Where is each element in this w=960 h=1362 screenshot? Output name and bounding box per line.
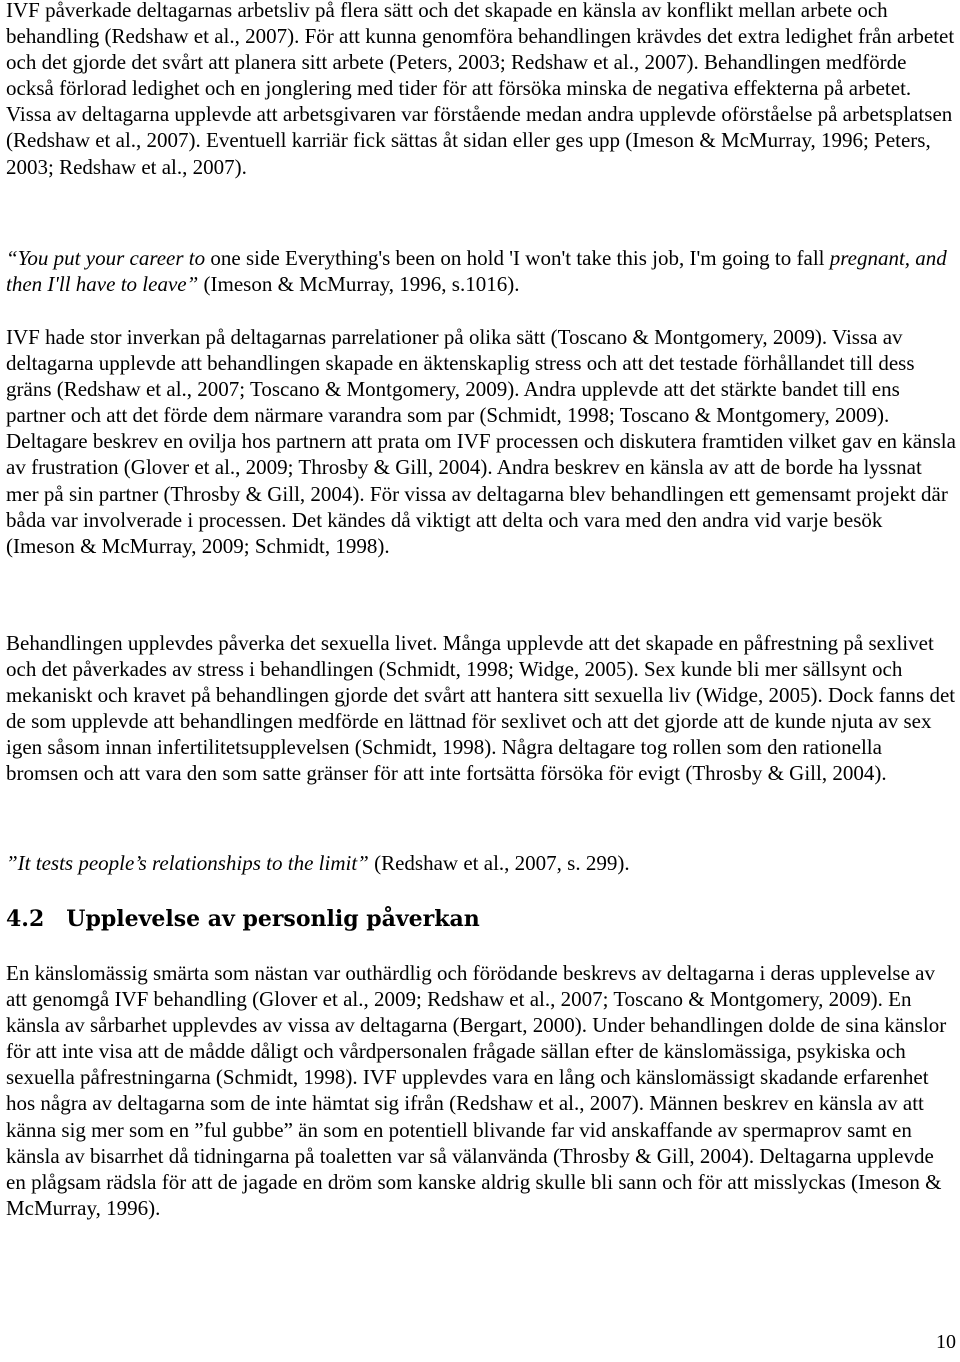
quote-career-italic-b: pregnant, and then I'll have to leave” bbox=[6, 246, 947, 297]
page-number: 10 bbox=[936, 1331, 956, 1353]
quote-career-citation: (Imeson & McMurray, 1996, s.1016). bbox=[198, 272, 520, 297]
quote-relationships bbox=[6, 850, 956, 876]
section-heading bbox=[6, 904, 956, 934]
paragraph-personal-impact: En känslomässig smärta som nästan var outhärdlig och förödande beskrevs av deltagarna i deras upplevelse av att genomgå IVF behandling (Glover et al., 2009; Redshaw et al., 2007; Toscano & Montgomery, 2009). En känsla av sårbarhet upplevdes av vissa av deltagarna (Bergart, 2000). Under behandlingen dolde de sina känslor för att inte visa att de mådde dåligt och vårdpersonalen frågade sällan efter de känslomässiga, psykiska och sexuella påfrestningarna (Schmidt, 1998). IVF upplevdes vara en lång och känslomässigt skadande erfarenhet hos några av deltagarna som de inte hämtat sig ifrån (Redshaw et al., 2007). Männen beskrev en känsla av att känna sig mer som en ”ful gubbe” än som en potentiell blivande far vid anskaffande av spermaprov samt en känsla av bisarrhet då tidningarna på toaletten var så välanvända (Throsby & Gill, 2004). Deltagarna upplevde en plågsam rädsla för att de jagade en dröm som kanske aldrig skulle bli sann och för att misslyckas (Imeson & McMurray, 1996). bbox=[6, 961, 947, 1220]
paragraph-sexual-life: Behandlingen upplevdes påverka det sexuella livet. Många upplevde att det skapade en påfrestning på sexlivet och det påverkades av stress i behandlingen (Schmidt, 1998; Widge, 2005). Sex kunde bli mer sällsynt och mekaniskt och kravet på behandlingen gjorde det svårt att hantera sitt sexuella liv (Widge, 2005). Dock fanns det de som upplevde att behandlingen medförde en lättnad för sexlivet och att det gjorde att de kunde njuta av sex igen såsom innan infertilitetsupplevelsen (Schmidt, 1998). Några deltagare tog rollen som den rationella bromsen och att vara den som satte gränser för att inte fortsätta försöka för evigt (Throsby & Gill, 2004). bbox=[6, 631, 956, 786]
quote-relationships-italic: ”It tests people’s relationships to the limit” bbox=[6, 851, 369, 875]
quote-career bbox=[6, 245, 956, 297]
section-title: Upplevelse av personlig påverkan bbox=[66, 906, 480, 932]
section-number: 4.2 bbox=[6, 906, 45, 932]
quote-career-italic-a: “You put your career to bbox=[6, 246, 206, 270]
quote-career-plain: one side Everything's been on hold 'I won't take this job, I'm going to fall bbox=[205, 246, 830, 270]
quote-relationships-citation: (Redshaw et al., 2007, s. 299). bbox=[368, 851, 630, 875]
paragraph-work-life: IVF påverkade deltagarnas arbetsliv på flera sätt och det skapade en känsla av konflikt mellan arbete och behandling (Redshaw et al., 2007). För att kunna genomföra behandlingen krävdes det extra ledighet från arbetet och det gjorde det svårt att planera sitt arbete (Peters, 2003; Redshaw et al., 2007). Behandlingen medförde också förlorad ledighet och en jonglering med tider för att försöka minska de negativa effekterna på arbetet. Vissa av deltagarna upplevde att arbetsgivaren var förstående medan andra upplevde oförståelse på arbetsplatsen (Redshaw et al., 2007). Eventuell karriär fick sättas åt sidan eller ges upp (Imeson & McMurray, 1996; Peters, 2003; Redshaw et al., 2007). bbox=[6, 0, 955, 179]
paragraph-partner: IVF hade stor inverkan på deltagarnas parrelationer på olika sätt (Toscano & Montgomery, 2009). Vissa av deltagarna upplevde att behandlingen skapade en äktenskaplig stress och att det testade förhållandet till dess gräns (Redshaw et al., 2007; Toscano & Montgomery, 2009). Andra upplevde att det stärkte bandet till ens partner och att det förde dem närmare varandra som par (Schmidt, 1998; Toscano & Montgomery, 2009). Deltagare beskrev en ovilja hos partnern att prata om IVF processen och diskutera framtiden vilket gav en känsla av frustration (Glover et al., 2009; Throsby & Gill, 2004). Andra beskrev en känsla av att de borde ha lyssnat mer på sin partner (Throsby & Gill, 2004). För vissa av deltagarna blev behandlingen ett gemensamt projekt där båda var involverade i processen. Det kändes då viktigt att delta och vara med den andra vid varje besök (Imeson & McMurray, 2009; Schmidt, 1998). bbox=[6, 325, 956, 558]
